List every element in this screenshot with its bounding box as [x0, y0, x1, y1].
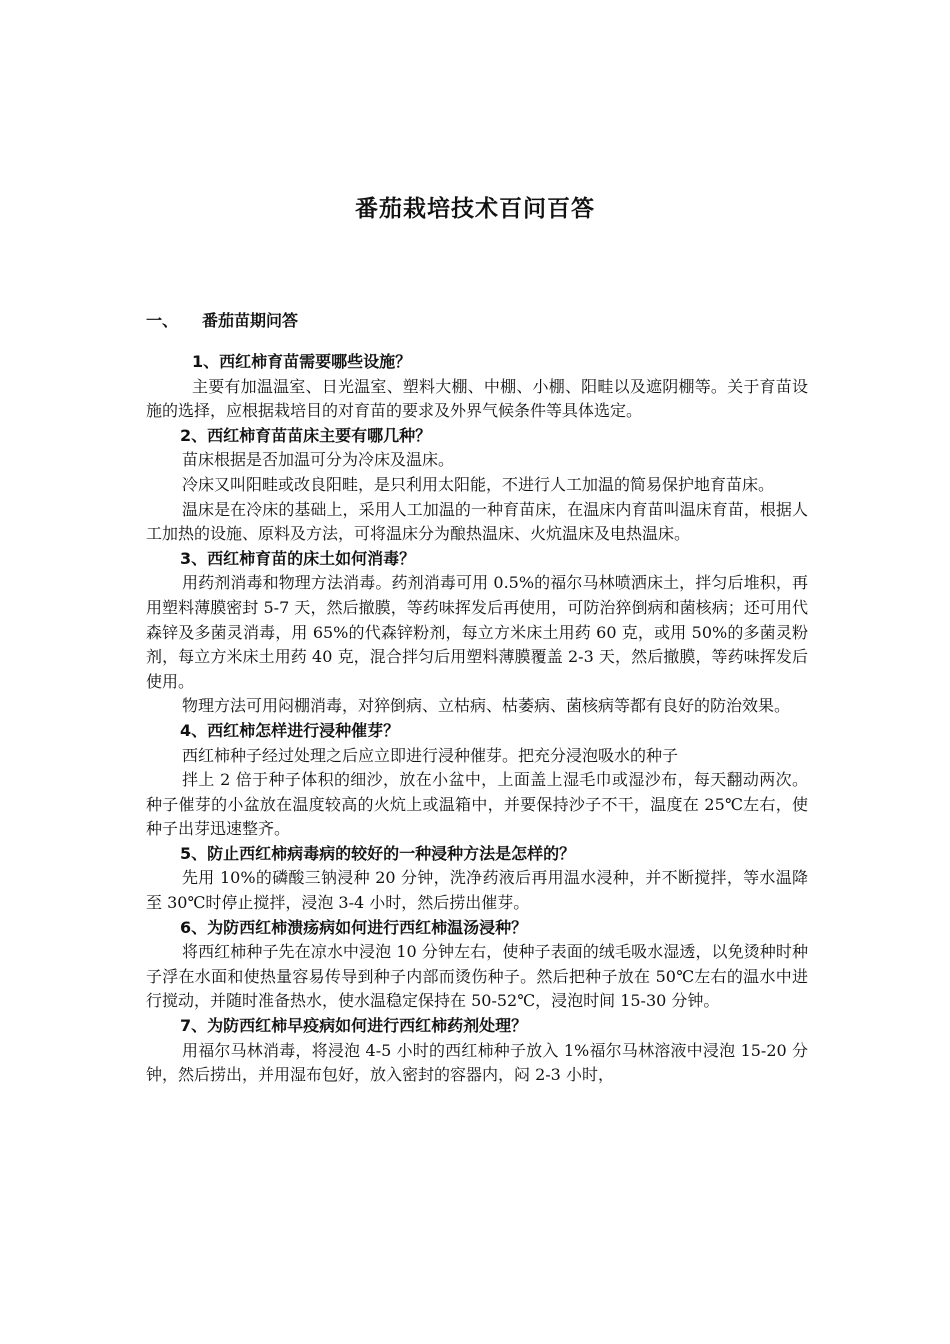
- question-heading: 4、西红柿怎样进行浸种催芽？: [180, 720, 400, 740]
- answer-paragraph: 主要有加温温室、日光温室、塑料大棚、中棚、小棚、阳畦以及遮阴棚等。关于育苗设施的选择，应根据栽培目的对育苗的要求及外界气候条件等具体选定。: [146, 376, 808, 421]
- question-heading: 1、西红柿育苗需要哪些设施？: [192, 352, 412, 371]
- answer-paragraph: 西红柿种子经过处理之后应立即进行浸种催芽。把充分浸泡吸水的种子: [182, 745, 679, 765]
- section-label: 番茄苗期问答: [202, 311, 299, 330]
- question-heading: 3、西红柿育苗的床土如何消毒？: [180, 548, 416, 568]
- section-number: 一、: [146, 311, 179, 330]
- answer-paragraph: 用药剂消毒和物理方法消毒。药剂消毒可用 0.5%的福尔马林喷洒床土，拌匀后堆积，再用塑料薄膜密封 5-7 天，然后撤膜，等药味挥发后再使用，可防治猝倒病和菌核病；还可用代森锌及多菌灵消毒，用 65%的代森锌粉剂，每立方米床土用药 60 克，或用 50%的多菌灵粉剂，每立方米床土用药 40 克，混合拌匀后用塑料薄膜覆盖 2-3 天，然后撤膜，等药味挥发后使用。: [146, 573, 808, 691]
- answer-paragraph: 先用 10%的磷酸三钠浸种 20 分钟，洗净药液后再用温水浸种，并不断搅拌，等水温降至 30℃时停止搅拌，浸泡 3-4 小时，然后捞出催芽。: [146, 868, 808, 913]
- answer-paragraph: 用福尔马林消毒，将浸泡 4-5 小时的西红柿种子放入 1%福尔马林溶液中浸泡 15-20 分钟，然后捞出，并用湿布包好，放入密封的容器内，闷 2-3 小时，: [146, 1040, 808, 1085]
- question-heading: 6、为防西红柿溃疡病如何进行西红柿温汤浸种？: [180, 917, 528, 937]
- document-body: [146, 350, 808, 1088]
- answer-paragraph: 拌上 2 倍于种子体积的细沙，放在小盆中，上面盖上湿毛巾或湿沙布，每天翻动两次。种子催芽的小盆放在温度较高的火炕上或温箱中，并要保持沙子不干，温度在 25℃左右，使种子出芽迅速整齐。: [146, 770, 808, 839]
- page-title: 番茄栽培技术百问百答: [355, 196, 595, 222]
- section-heading: [146, 308, 298, 331]
- answer-paragraph: 苗床根据是否加温可分为冷床及温床。: [182, 450, 455, 470]
- question-heading: 5、防止西红柿病毒病的较好的一种浸种方法是怎样的？: [180, 843, 576, 863]
- answer-paragraph: 温床是在冷床的基础上，采用人工加温的一种育苗床，在温床内育苗叫温床育苗，根据人工加热的设施、原料及方法，可将温床分为酿热温床、火炕温床及电热温床。: [146, 499, 808, 544]
- answer-paragraph: 物理方法可用闷棚消毒，对猝倒病、立枯病、枯萎病、菌核病等都有良好的防治效果。: [182, 696, 791, 716]
- question-heading: 2、西红柿育苗苗床主要有哪几种？: [180, 425, 432, 445]
- question-heading: 7、为防西红柿早疫病如何进行西红柿药剂处理？: [180, 1016, 528, 1036]
- answer-paragraph: 将西红柿种子先在凉水中浸泡 10 分钟左右，使种子表面的绒毛吸水湿透，以免烫种时种子浮在水面和使热量容易传导到种子内部而烫伤种子。然后把种子放在 50℃左右的温水中进行搅动，并随时准备热水，使水温稳定保持在 50-52℃，浸泡时间 15-30 分钟。: [146, 942, 808, 1011]
- answer-paragraph: 冷床又叫阳畦或改良阳畦，是只利用太阳能，不进行人工加温的简易保护地育苗床。: [182, 474, 775, 494]
